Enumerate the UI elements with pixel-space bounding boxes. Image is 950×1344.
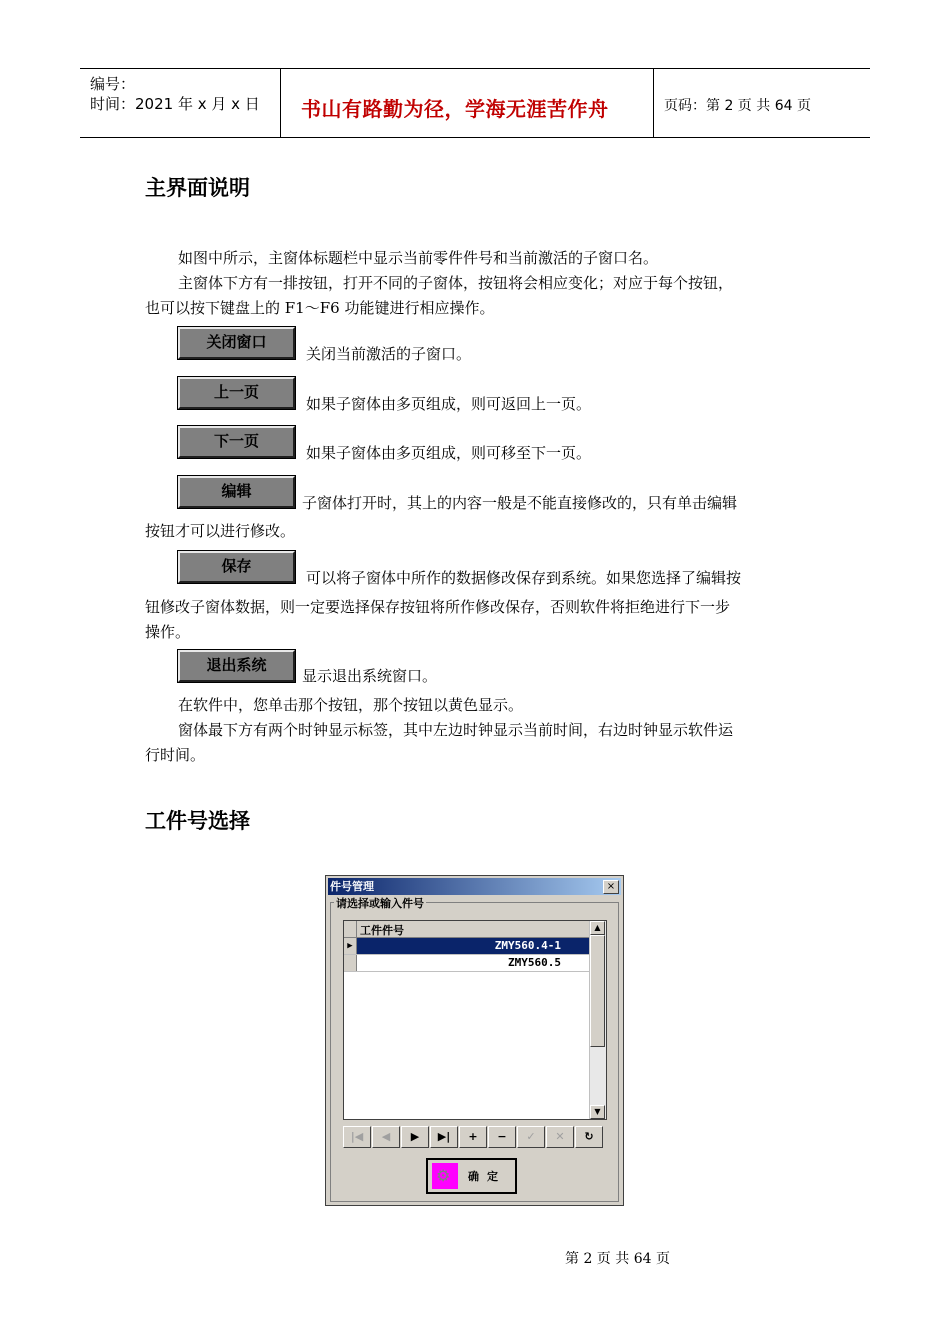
paragraph: 也可以按下键盘上的 F1～F6 功能键进行相应操作。	[145, 299, 495, 317]
button-description: 操作。	[145, 623, 191, 641]
page-header	[80, 68, 870, 138]
next-page-button-image: 下一页	[178, 426, 295, 458]
prev-page-button-image: 上一页	[178, 377, 295, 409]
header-slogan-cell	[281, 69, 654, 137]
scroll-down-icon[interactable]: ▼	[590, 1105, 605, 1119]
close-window-button-image: 关闭窗口	[178, 327, 295, 359]
button-description: 如果子窗体由多页组成，则可移至下一页。	[306, 444, 592, 462]
table-row[interactable]	[344, 938, 591, 955]
last-record-icon[interactable]: ▶|	[430, 1126, 458, 1148]
next-record-icon[interactable]: ▶	[401, 1126, 429, 1148]
header-page-cell	[654, 69, 870, 137]
paragraph: 如图中所示，主窗体标题栏中显示当前零件件号和当前激活的子窗口名。	[178, 249, 659, 267]
page-number-label: 页码：第 2 页 共 64 页	[664, 98, 811, 114]
doc-number-label: 编号：	[90, 75, 136, 93]
part-number-grid[interactable]	[343, 920, 607, 1120]
scroll-up-icon[interactable]: ▲	[590, 921, 605, 935]
button-description: 按钮才可以进行修改。	[145, 522, 296, 540]
prior-record-icon[interactable]: ◀	[372, 1126, 400, 1148]
edit-button-image: 编辑	[178, 476, 295, 508]
vertical-scrollbar[interactable]	[589, 921, 606, 1119]
button-description: 可以将子窗体中所作的数据修改保存到系统。如果您选择了编辑按	[306, 569, 742, 587]
column-header: 工件件号	[360, 924, 404, 937]
gear-icon: ⚙	[432, 1163, 458, 1189]
button-description: 如果子窗体由多页组成，则可返回上一页。	[306, 395, 592, 413]
group-label: 请选择或输入件号	[336, 897, 424, 910]
post-record-icon[interactable]: ✓	[517, 1126, 545, 1148]
ok-button[interactable]	[426, 1158, 517, 1194]
doc-time-label: 时间：2021 年 x 月 x 日	[90, 95, 260, 113]
delete-record-icon[interactable]: −	[488, 1126, 516, 1148]
record-navigator	[343, 1126, 609, 1148]
cancel-record-icon[interactable]: ✕	[546, 1126, 574, 1148]
button-description: 关闭当前激活的子窗口。	[306, 345, 472, 363]
table-row[interactable]	[344, 955, 591, 972]
paragraph: 在软件中，您单击那个按钮，那个按钮以黄色显示。	[178, 696, 524, 714]
exit-system-button-image: 退出系统	[178, 650, 295, 682]
save-button-image: 保存	[178, 551, 295, 583]
refresh-icon[interactable]: ↻	[575, 1126, 603, 1148]
ok-button-label: 确定	[468, 1170, 506, 1183]
dialog-title: 件号管理	[328, 878, 621, 895]
insert-record-icon[interactable]: +	[459, 1126, 487, 1148]
first-record-icon[interactable]: |◀	[343, 1126, 371, 1148]
scroll-thumb[interactable]	[590, 935, 605, 1047]
grid-header	[344, 921, 591, 938]
section-heading-main-ui: 主界面说明	[145, 176, 250, 200]
page-footer: 第 2 页 共 64 页	[565, 1251, 670, 1267]
grid-header-indicator	[344, 921, 357, 937]
button-description: 钮修改子窗体数据，则一定要选择保存按钮将所作修改保存，否则软件将拒绝进行下一步	[145, 598, 731, 616]
button-description: 显示退出系统窗口。	[302, 667, 438, 685]
header-meta-cell	[80, 69, 281, 137]
close-icon[interactable]: ×	[603, 880, 619, 894]
paragraph: 行时间。	[145, 746, 206, 764]
part-number-dialog	[325, 875, 624, 1206]
paragraph: 窗体最下方有两个时钟显示标签，其中左边时钟显示当前时间，右边时钟显示软件运	[178, 721, 734, 739]
row-indicator	[344, 955, 357, 971]
table-cell: ZMY560.5	[508, 956, 561, 969]
button-description: 子窗体打开时，其上的内容一般是不能直接修改的，只有单击编辑	[302, 494, 738, 512]
table-cell: ZMY560.4-1	[494, 939, 561, 952]
paragraph: 主窗体下方有一排按钮，打开不同的子窗体，按钮将会相应变化；对应于每个按钮，	[178, 274, 734, 292]
row-pointer-icon: ▶	[344, 938, 357, 954]
section-heading-part-select: 工件号选择	[145, 809, 250, 833]
slogan: 书山有路勤为径，学海无涯苦作舟	[301, 97, 609, 121]
